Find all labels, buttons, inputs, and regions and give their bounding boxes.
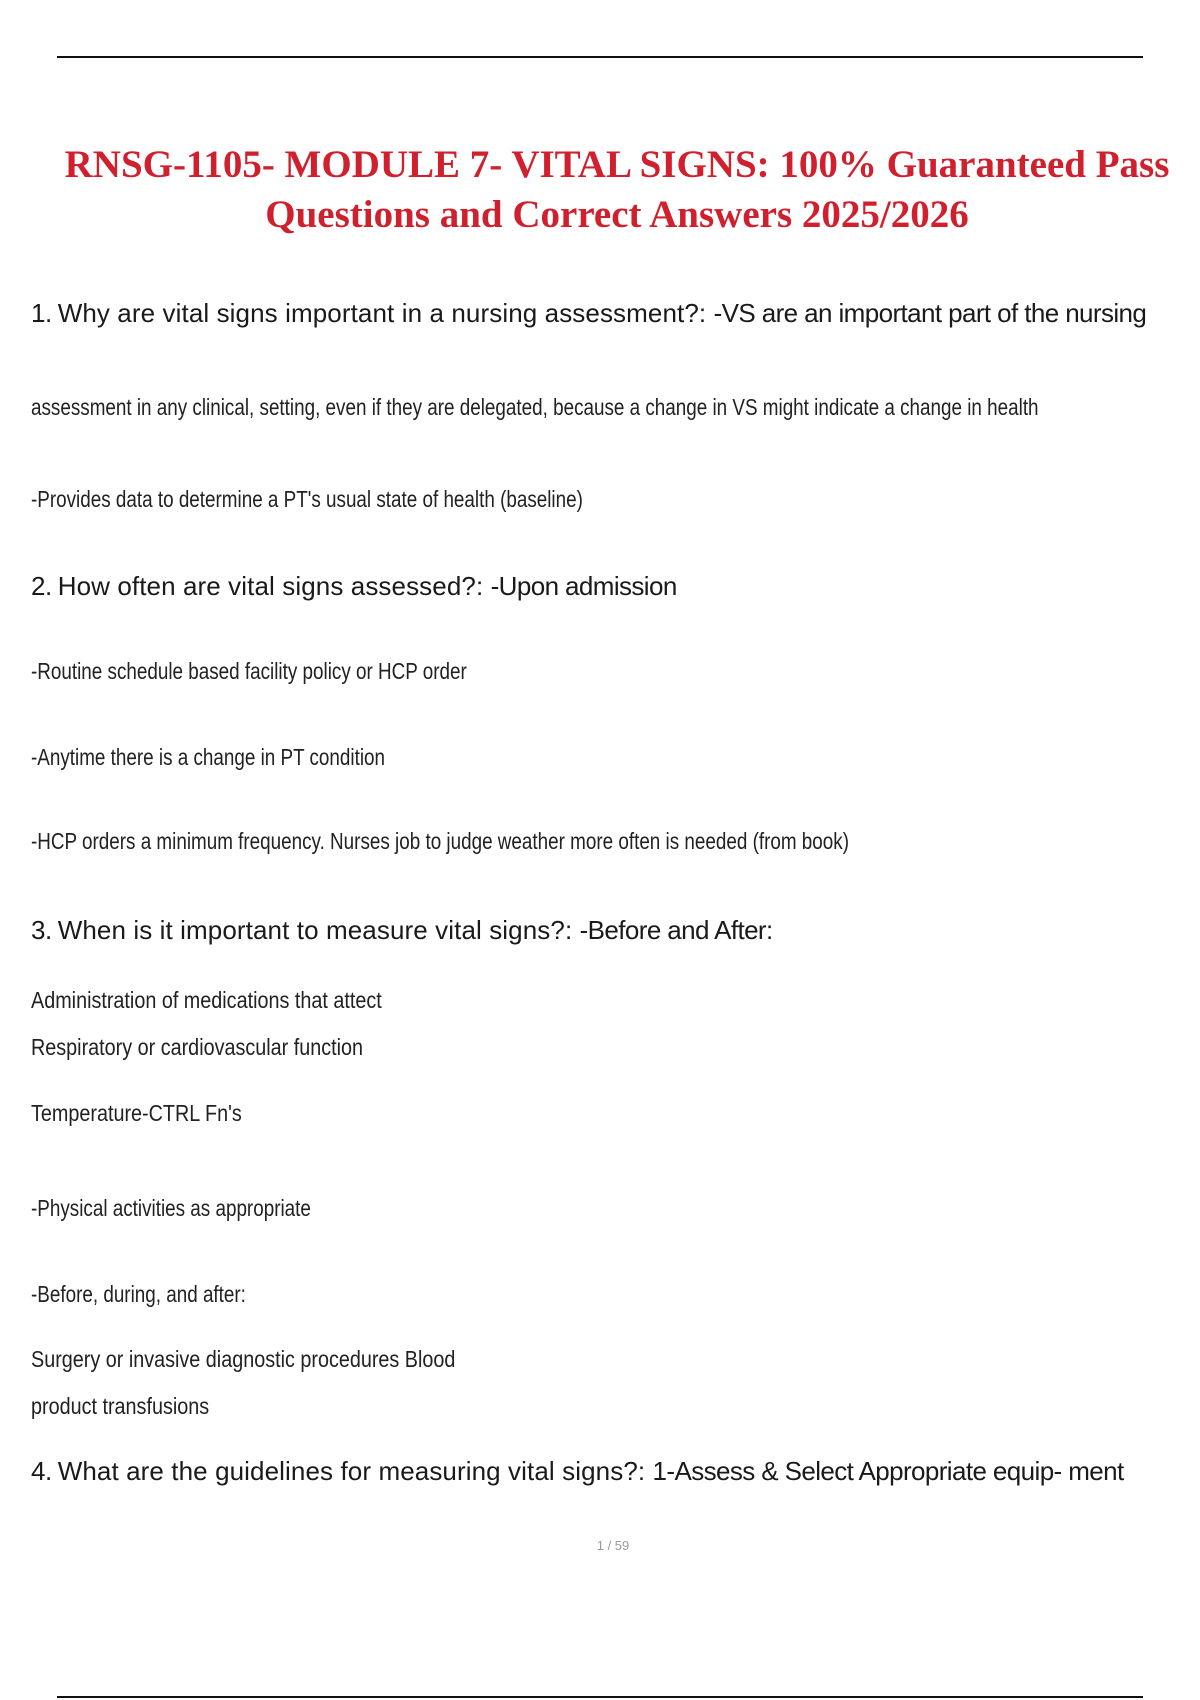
question-3: [31, 915, 773, 946]
question-1: [31, 298, 1146, 329]
question-2-answer-start: -Upon admission: [490, 571, 677, 601]
question-2-number: 2.: [31, 571, 52, 601]
question-4-number: 4.: [31, 1456, 52, 1486]
answer-3-line-4: -Physical activities as appropriate: [31, 1195, 311, 1221]
question-1-number: 1.: [31, 298, 52, 328]
answer-3-line-7: product transfusions: [31, 1393, 210, 1419]
question-3-number: 3.: [31, 915, 52, 945]
answer-2-line-1: -Routine schedule based facility policy or HCP order: [31, 658, 467, 684]
answer-3-line-1: Administration of medications that attect: [31, 987, 382, 1013]
answer-1-line-1: assessment in any clinical, setting, even if they are delegated, because a change in VS might indicate a change in health: [31, 394, 1039, 420]
question-4-text: What are the guidelines for measuring vital signs?:: [57, 1456, 646, 1486]
question-3-text: When is it important to measure vital signs?:: [57, 915, 573, 945]
question-2: [31, 571, 677, 602]
answer-2-line-2: -Anytime there is a change in PT condition: [31, 744, 385, 770]
title-line-2: Questions and Correct Answers 2025/2026: [265, 193, 969, 236]
page-indicator: 1 / 59: [596, 1538, 630, 1553]
answer-3-line-3: Temperature-CTRL Fn's: [31, 1100, 242, 1126]
answer-3-line-5: -Before, during, and after:: [31, 1281, 246, 1307]
question-4-answer-start: 1-Assess & Select Appropriate equip- ment: [652, 1456, 1124, 1486]
bottom-rule: [57, 1696, 1143, 1698]
answer-3-line-2: Respiratory or cardiovascular function: [31, 1034, 364, 1060]
question-4: [31, 1456, 1124, 1487]
title-line-1: RNSG-1105- MODULE 7- VITAL SIGNS: 100% Guaranteed Pass: [64, 143, 1170, 186]
question-3-answer-start: -Before and After:: [579, 915, 773, 945]
answer-1-line-2: -Provides data to determine a PT's usual state of health (baseline): [31, 486, 583, 512]
answer-2-line-3: -HCP orders a minimum frequency. Nurses job to judge weather more often is needed (from book): [31, 828, 849, 854]
question-2-text: How often are vital signs assessed?:: [57, 571, 484, 601]
answer-3-line-6: Surgery or invasive diagnostic procedures Blood: [31, 1346, 456, 1372]
question-1-text: Why are vital signs important in a nursing assessment?:: [57, 298, 707, 328]
question-1-answer-start: -VS are an important part of the nursing: [713, 298, 1147, 328]
